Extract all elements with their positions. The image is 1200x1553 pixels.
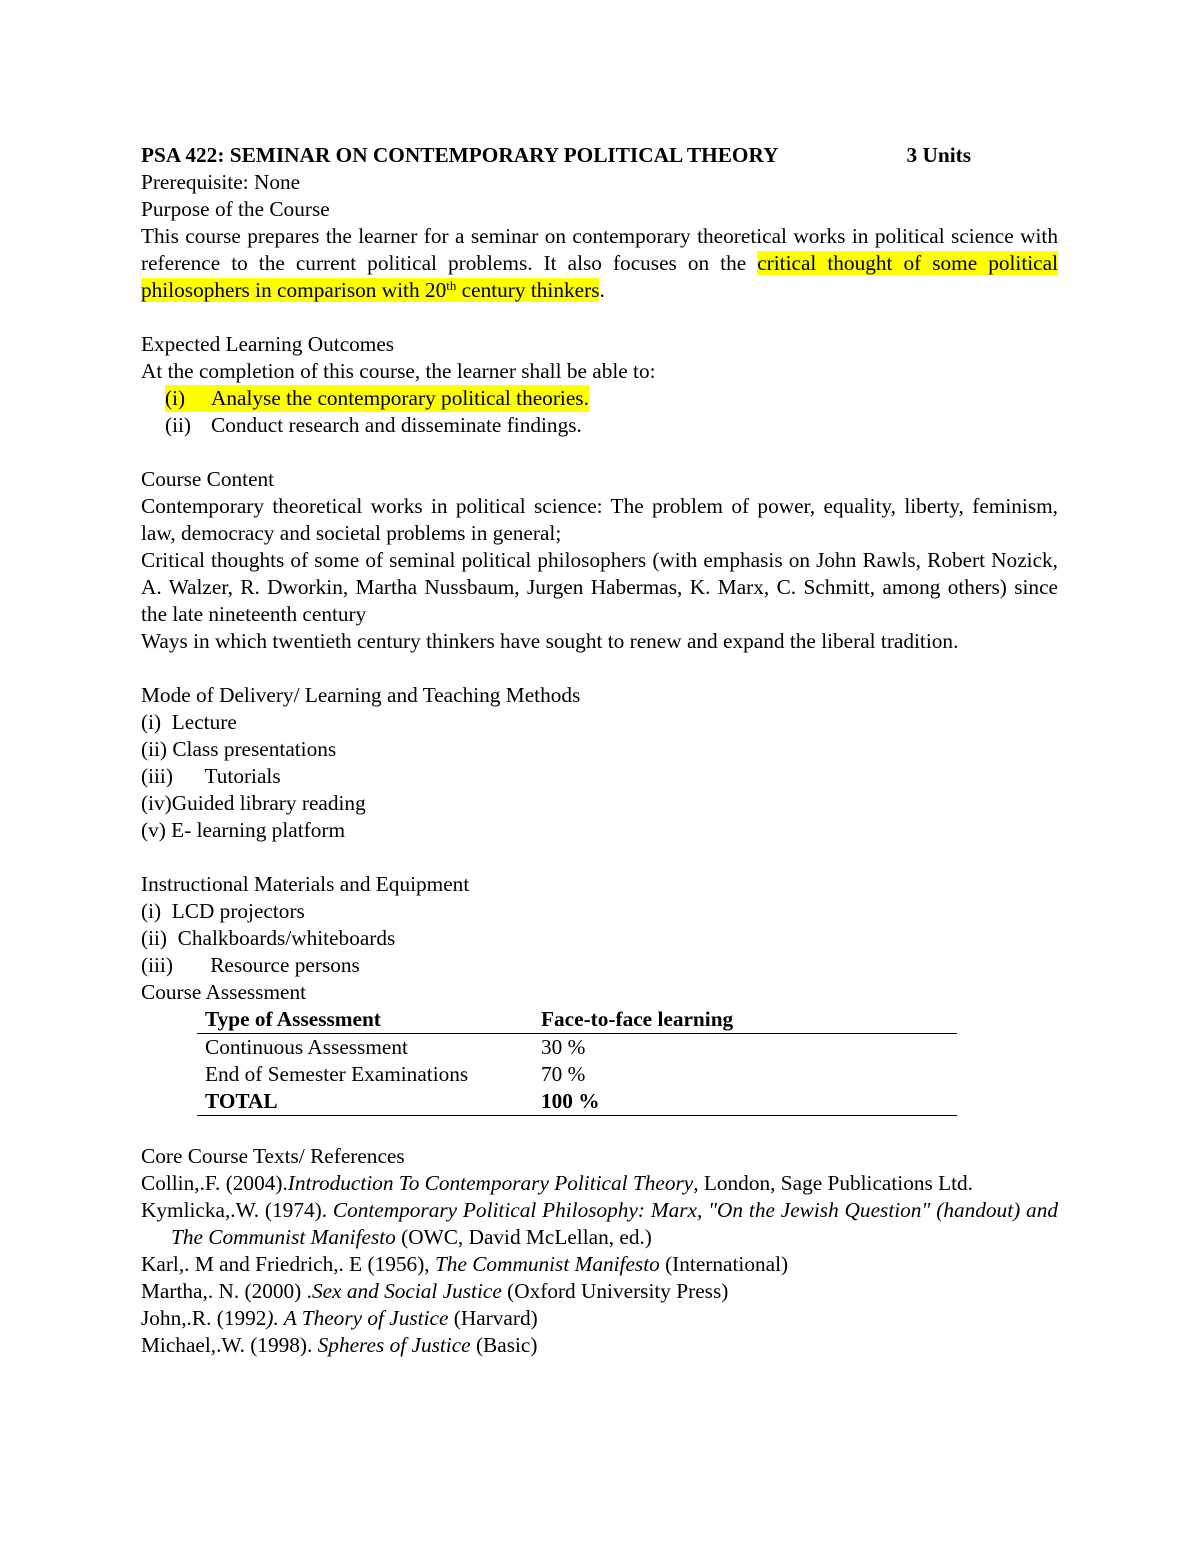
content-heading: Course Content (141, 467, 275, 491)
reference-title: Introduction To Contemporary Political Theory (287, 1171, 694, 1195)
reference-entry (141, 1305, 1058, 1332)
reference-author: Martha,. N. (2000) . (141, 1279, 312, 1303)
outcomes-heading: Expected Learning Outcomes (141, 332, 395, 356)
reference-author: John,.R. (1992 (141, 1306, 267, 1330)
total-label: TOTAL (197, 1088, 533, 1116)
table-row (197, 1061, 957, 1088)
materials-item: (iii) Resource persons (141, 953, 360, 977)
materials-item: (ii) Chalkboards/whiteboards (141, 926, 396, 950)
reference-entry (141, 1251, 1058, 1278)
table-header-row (197, 1006, 957, 1034)
reference-title: Sex and Social Justice (311, 1279, 502, 1303)
outcome-item (165, 385, 1058, 412)
reference-publisher: (Basic) (470, 1333, 538, 1357)
total-value: 100 % (533, 1088, 957, 1116)
delivery-heading: Mode of Delivery/ Learning and Teaching Methods (141, 683, 581, 707)
materials-heading: Instructional Materials and Equipment (141, 872, 470, 896)
reference-publisher: (OWC, David McLellan, ed.) (395, 1225, 652, 1249)
outcome-number: (ii) (165, 413, 192, 437)
reference-entry (141, 1332, 1058, 1359)
spacer (141, 655, 1058, 682)
delivery-item: (ii) Class presentations (141, 737, 337, 761)
assessment-weight: 70 % (541, 1062, 586, 1086)
reference-title: The Communist Manifesto (434, 1252, 660, 1276)
spacer (141, 304, 1058, 331)
reference-author: Karl,. M and Friedrich,. E (1956), (141, 1252, 435, 1276)
spacer (141, 439, 1058, 466)
prerequisite: Prerequisite: None (141, 170, 301, 194)
content-paragraph: Contemporary theoretical works in political science: The problem of power, equality, liberty, feminism, law, democracy and societal problems in general; (141, 494, 1058, 545)
reference-publisher: (Harvard) (448, 1306, 538, 1330)
reference-title: Spheres of Justice (317, 1333, 471, 1357)
reference-title: ). A Theory of Justice (266, 1306, 449, 1330)
outcome-item-highlight (165, 385, 589, 412)
table-total-row (197, 1088, 957, 1116)
content-paragraph: Ways in which twentieth century thinkers have sought to renew and expand the liberal tradition. (141, 629, 959, 653)
references-heading: Core Course Texts/ References (141, 1144, 405, 1168)
reference-publisher: , London, Sage Publications Ltd. (693, 1171, 974, 1195)
outcome-text: Conduct research and disseminate findings. (211, 413, 582, 437)
column-header: Face-to-face learning (533, 1006, 957, 1034)
outcome-number: (i) (165, 386, 186, 410)
reference-publisher: (Oxford University Press) (501, 1279, 729, 1303)
reference-entry (141, 1197, 1058, 1251)
purpose-end: . (599, 278, 605, 302)
purpose-highlight-text: critical thought of some political philosophers in comparison with 20 (141, 251, 1058, 302)
assessment-weight: 30 % (541, 1035, 586, 1059)
outcomes-intro: At the completion of this course, the learner shall be able to: (141, 359, 656, 383)
delivery-item: (v) E- learning platform (141, 818, 346, 842)
table-row (197, 1034, 957, 1062)
delivery-item: (i) Lecture (141, 710, 237, 734)
reference-entry (141, 1170, 1058, 1197)
content-paragraph: Critical thoughts of some of seminal political philosophers (with emphasis on John Rawls, Robert Nozick, A. Walzer, R. Dworkin, Martha Nussbaum, Jurgen Habermas, K. Marx, C. Schmitt, among others) since the late nineteenth century (141, 548, 1058, 626)
reference-publisher: (International) (659, 1252, 789, 1276)
document-page (141, 142, 1058, 1359)
reference-title: Contemporary Political Philosophy: Marx, "On the Jewish Question" (handout) and The Communist Manifesto (171, 1198, 1058, 1249)
delivery-item: (iv)Guided library reading (141, 791, 366, 815)
delivery-item: (iii) Tutorials (141, 764, 281, 788)
course-units: 3 Units (906, 143, 971, 167)
purpose-text: This course prepares the learner for a seminar on contemporary theoretical works in political science with reference to the current political problems. It also focuses on the (141, 224, 1058, 275)
outcome-text: Analyse the contemporary political theories. (211, 386, 589, 410)
column-header: Type of Assessment (197, 1006, 533, 1034)
reference-entry (141, 1278, 1058, 1305)
spacer (141, 844, 1058, 871)
reference-author: Michael,.W. (1998). (141, 1333, 318, 1357)
reference-author: Collin,.F. (2004). (141, 1171, 288, 1195)
materials-item: (i) LCD projectors (141, 899, 305, 923)
assessment-heading: Course Assessment (141, 980, 307, 1004)
purpose-heading: Purpose of the Course (141, 197, 330, 221)
course-title: PSA 422: SEMINAR ON CONTEMPORARY POLITICAL THEORY (141, 143, 779, 167)
assessment-table (197, 1006, 957, 1116)
reference-author: Kymlicka,.W. (1974). (141, 1198, 333, 1222)
assessment-type: Continuous Assessment (205, 1035, 408, 1059)
course-heading (141, 142, 971, 169)
outcome-item (165, 412, 1058, 439)
spacer (141, 1116, 1058, 1143)
assessment-type: End of Semester Examinations (205, 1062, 469, 1086)
purpose-paragraph (141, 223, 1058, 304)
purpose-highlight-end: century thinkers (456, 278, 600, 302)
ordinal-suffix: th (446, 278, 457, 293)
